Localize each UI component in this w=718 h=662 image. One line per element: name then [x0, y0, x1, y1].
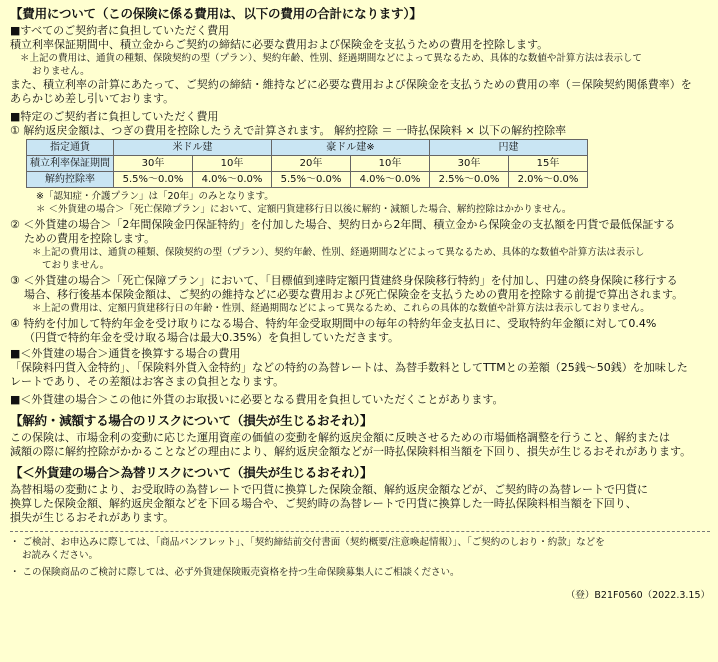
fx-risk-text-line3: 損失が生じるおそれがあります。 — [10, 511, 175, 524]
table-cell: 30年 — [430, 156, 509, 172]
table-row-header-rate: 解約控除率 — [27, 172, 114, 188]
fees-heading: 【費用について（この保険に係る費用は、以下の費用の合計になります）】 — [10, 6, 422, 21]
table-cell: 30年 — [114, 156, 193, 172]
surrender-charge-table — [26, 139, 588, 188]
fx-risk-text-line1: 為替相場の変動により、お受取時の為替レートで円貨に換算した保険金額、解約返戻金額などが、ご契約時の為替レートで円貨に — [10, 483, 648, 496]
document-code: （登）B21F0560（2022.3.15） — [565, 590, 710, 601]
all-contractors-title: ■すべてのご契約者に負担していただく費用 — [10, 24, 230, 37]
table-cell: 5.5%〜0.0% — [272, 172, 351, 188]
item-1-text: ① 解約返戻金額は、つぎの費用を控除したうえで計算されます。 解約控除 ＝ 一時払保険料 × 以下の解約控除率 — [10, 124, 567, 137]
item-4-line2: （円貨で特約年金を受け取る場合は最大0.35%）を負担していただきます。 — [24, 331, 400, 344]
table-header-usd: 米ドル建 — [114, 140, 272, 156]
cancel-risk-text-line1: この保険は、市場金利の変動に応じた運用資産の価値の変動を解約返戻金額に反映させるための市場価格調整を行うこと、解約または — [10, 431, 670, 444]
all-contractors-note-line1: ＊上記の費用は、通貨の種類、保険契約の型（プラン）、契約年齢、性別、経過期間などによって異なるため、具体的な数値や計算方法は表示して — [20, 53, 642, 64]
item-4-line1: ④ 特約を付加して特約年金を受け取りになる場合、特約年金受取期間中の毎年の特約年金支払日に、受取特約年金額に対して0.4% — [10, 317, 657, 330]
table-row-header-period: 積立利率保証期間 — [27, 156, 114, 172]
table-cell: 2.0%〜0.0% — [509, 172, 588, 188]
item-3-note: ＊上記の費用は、定額円貨建移行日の年齢・性別、経過期間などによって異なるため、これらの具体的な数値や計算方法は表示しておりません。 — [32, 303, 650, 314]
table-note-1: ※「認知症・介護プラン」は「20年」のみとなります。 — [36, 191, 274, 202]
item-3-line2: 場合、移行後基本保険金額は、ご契約の維持などに必要な費用および死亡保険金を支払うための費用を控除する前提で算出されます。 — [24, 288, 684, 301]
fx-risk-text-line2: 換算した保険金額、解約返戻金額などを下回る場合や、ご契約時の為替レートで円貨に換算した一時払保険料相当額を下回り、 — [10, 497, 637, 510]
table-cell: 20年 — [272, 156, 351, 172]
specific-contractors-title: ■特定のご契約者に負担していただく費用 — [10, 110, 219, 123]
table-header-jpy: 円建 — [430, 140, 588, 156]
table-note-2: ＊ ＜外貨建の場合＞「死亡保障プラン」において、定額円貨建移行日以後に解約・減額した場合、解約控除はかかりません。 — [36, 204, 572, 215]
divider — [10, 531, 710, 532]
accumulation-rate-text-line2: あらかじめ差し引いております。 — [10, 92, 175, 105]
item-2-note-line1: ＊上記の費用は、通貨の種類、保険契約の型（プラン）、契約年齢、性別、経過期間などによって異なるため、具体的な数値や計算方法は表示し — [32, 247, 645, 258]
footer-note-2: ・ この保険商品のご検討に際しては、必ず外貨建保険販売資格を持つ生命保険募集人にご相談ください。 — [10, 567, 460, 578]
fx-other-cost: ■＜外貨建の場合＞この他に外貨のお取扱いに必要となる費用を負担していただくことがあります。 — [10, 393, 504, 406]
table-cell: 2.5%〜0.0% — [430, 172, 509, 188]
cancel-risk-text-line2: 減額の際に解約控除がかかることなどの理由により、解約返戻金額などが一時払保険料相当額を下回り、損失が生じるおそれがあります。 — [10, 445, 692, 458]
accumulation-rate-text-line1: また、積立利率の計算にあたって、ご契約の締結・維持などに必要な費用および保険金を支払うための費用の率（＝保険契約関係費率）を — [10, 78, 692, 91]
footer-note-1-line2: お読みください。 — [22, 550, 99, 561]
table-cell: 10年 — [351, 156, 430, 172]
table-cell: 10年 — [193, 156, 272, 172]
table-cell: 5.5%〜0.0% — [114, 172, 193, 188]
item-2-note-line2: ておりません。 — [42, 260, 110, 271]
table-cell: 4.0%〜0.0% — [193, 172, 272, 188]
fx-cost-text-line2: レートであり、その差額はお客さまの負担となります。 — [10, 375, 285, 388]
fx-cost-text-line1: 「保険料円貨入金特約」、「保険料外貨入金特約」などの特約の為替レートは、為替手数料としてTTMとの差額（25銭〜50銭）を加味した — [10, 361, 688, 374]
fx-cost-title: ■＜外貨建の場合＞通貨を換算する場合の費用 — [10, 347, 241, 360]
item-3-line1: ③ ＜外貨建の場合＞「死亡保障プラン」において、「目標値到達時定額円貨建終身保険移行特約」を付加し、円建の終身保険に移行する — [10, 274, 678, 287]
table-cell: 4.0%〜0.0% — [351, 172, 430, 188]
footer-note-1-line1: ・ ご検討、お申込みに際しては、「商品パンフレット」、「契約締結前交付書面（契約概要/注意喚起情報）」、「ご契約のしおり・約款」などを — [10, 537, 605, 548]
fx-risk-heading: 【＜外貨建の場合＞為替リスクについて（損失が生じるおそれ）】 — [10, 465, 373, 480]
item-2-line2: ための費用を控除します。 — [24, 232, 156, 245]
item-2-line1: ② ＜外貨建の場合＞「2年間保険金円保証特約」を付加した場合、契約日から2年間、積立金から保険金の支払額を円貨で最低保証する — [10, 218, 676, 231]
all-contractors-text: 積立利率保証期間中、積立金からご契約の締結に必要な費用および保険金を支払うための費用を控除します。 — [10, 38, 549, 51]
table-header-currency: 指定通貨 — [27, 140, 114, 156]
table-cell: 15年 — [509, 156, 588, 172]
all-contractors-note-line2: おりません。 — [32, 66, 90, 77]
table-header-aud: 豪ドル建※ — [272, 140, 430, 156]
cancel-risk-heading: 【解約・減額する場合のリスクについて（損失が生じるおそれ）】 — [10, 413, 373, 428]
